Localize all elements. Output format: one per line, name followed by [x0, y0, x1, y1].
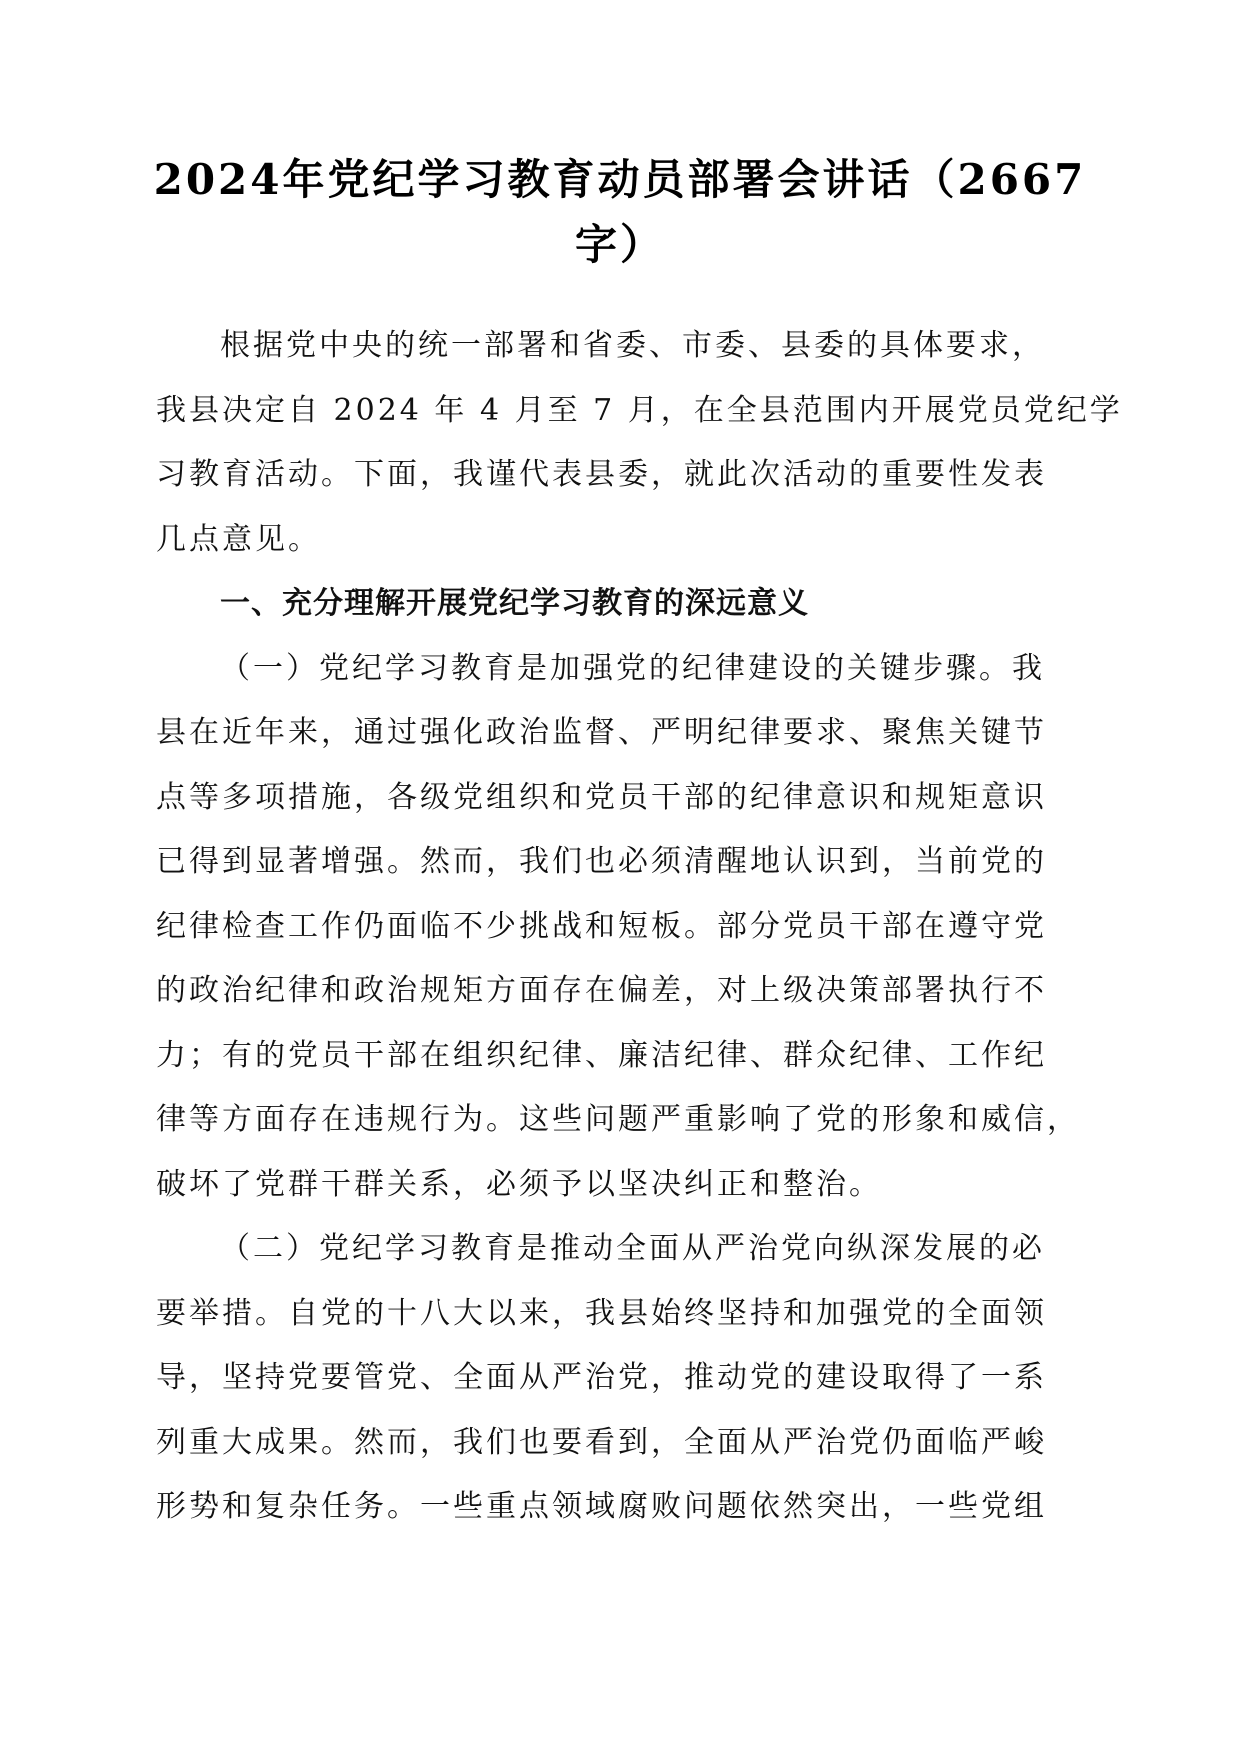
paragraph-line: 县在近年来，通过强化政治监督、严明纪律要求、聚焦关键节: [156, 715, 1047, 750]
paragraph-line: 几点意见。: [156, 521, 321, 557]
paragraph-first-line: （二）党纪学习教育是推动全面从严治党向纵深发展的必: [220, 1231, 1045, 1266]
document-body: [156, 314, 1123, 1540]
paragraph-line: 形势和复杂任务。一些重点领域腐败问题依然突出，一些党组: [156, 1489, 1047, 1524]
paragraph-line: 的政治纪律和政治规矩方面存在偏差，对上级决策部署执行不: [156, 973, 1047, 1008]
paragraph-line: 律等方面存在违规行为。这些问题严重影响了党的形象和威信，: [156, 1102, 1080, 1137]
section-heading: 一、充分理解开展党纪学习教育的深远意义: [220, 586, 809, 621]
paragraph-line: 习教育活动。下面，我谨代表县委，就此次活动的重要性发表: [156, 457, 1047, 492]
paragraph-line: 点等多项措施，各级党组织和党员干部的纪律意识和规矩意识: [156, 779, 1047, 815]
paragraph-first-line: （一）党纪学习教育是加强党的纪律建设的关键步骤。我: [220, 650, 1045, 686]
paragraph-line: 已得到显著增强。然而，我们也必须清醒地认识到，当前党的: [156, 844, 1047, 879]
document-title: [150, 148, 1090, 277]
paragraph-line: 我县决定自 2024 年 4 月至 7 月，在全县范围内开展党员党纪学: [156, 392, 1123, 428]
paragraph-first-line: 根据党中央的统一部署和省委、市委、县委的具体要求，: [220, 328, 1045, 363]
title-line: 字）: [574, 219, 665, 269]
paragraph-line: 力；有的党员干部在组织纪律、廉洁纪律、群众纪律、工作纪: [156, 1037, 1047, 1073]
title-line: 2024年党纪学习教育动员部署会讲话（2667: [153, 155, 1087, 204]
paragraph-line: 要举措。自党的十八大以来，我县始终坚持和加强党的全面领: [156, 1295, 1047, 1331]
paragraph-line: 导，坚持党要管党、全面从严治党，推动党的建设取得了一系: [156, 1360, 1047, 1395]
paragraph-line: 列重大成果。然而，我们也要看到，全面从严治党仍面临严峻: [156, 1424, 1047, 1460]
paragraph-line: 纪律检查工作仍面临不少挑战和短板。部分党员干部在遵守党: [156, 908, 1047, 944]
paragraph-line: 破坏了党群干群关系，必须予以坚决纠正和整治。: [156, 1166, 882, 1202]
